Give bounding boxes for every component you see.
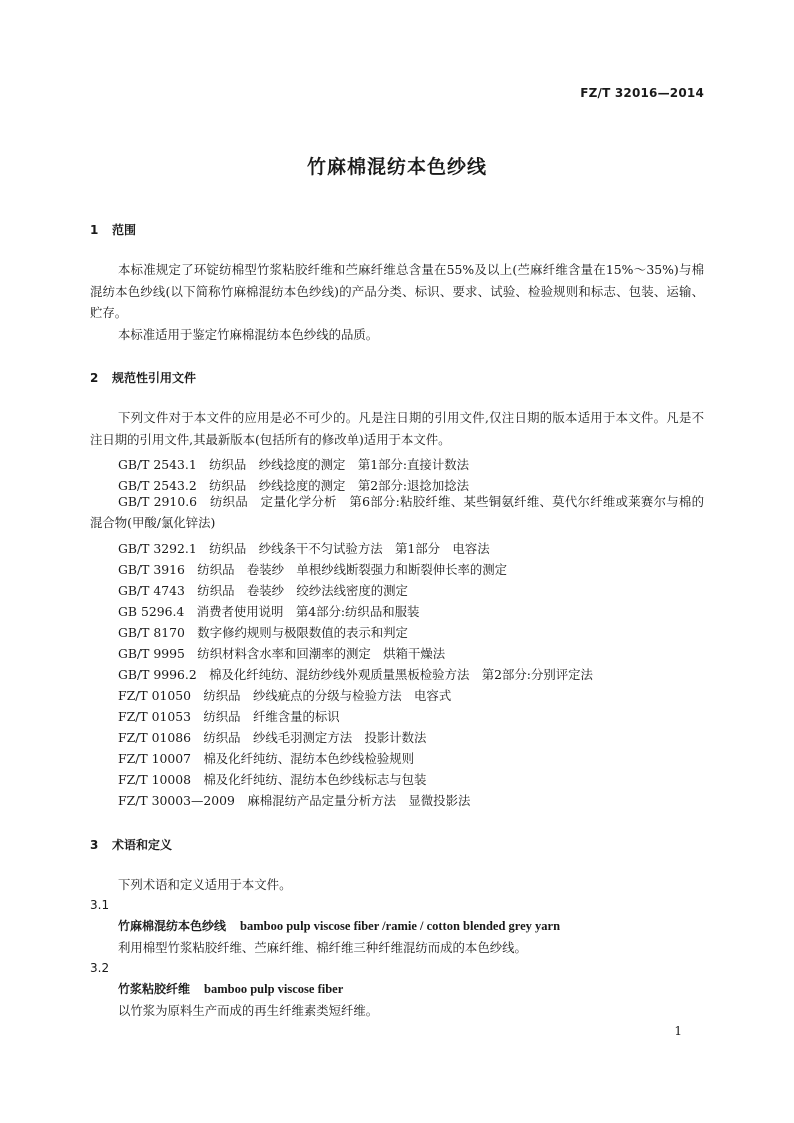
section-3-heading xyxy=(90,836,172,853)
term-number: 3.2 xyxy=(90,961,110,975)
reference-item: GB/T 9996.2 棉及化纤纯纺、混纺纱线外观质量黑板检验方法 第2部分:分别评定法 xyxy=(118,667,593,682)
reference-item: GB 5296.4 消费者使用说明 第4部分:纺织品和服装 xyxy=(118,604,420,619)
section-1-heading xyxy=(90,221,136,238)
section-title: 范围 xyxy=(112,223,137,237)
reference-item: GB/T 2910.6 纺织品 定量化学分析 第6部分:粘胶纤维、某些铜氨纤维、莫代尔纤维或莱赛尔与棉的混合物(甲酸/氯化锌法) xyxy=(90,494,704,530)
term-chinese: 竹麻棉混纺本色纱线 xyxy=(118,919,227,933)
term-heading xyxy=(118,980,343,997)
section-2-heading xyxy=(90,369,196,386)
reference-item: FZ/T 01086 纺织品 纱线毛羽测定方法 投影计数法 xyxy=(118,730,427,745)
term-english: bamboo pulp viscose fiber /ramie / cotton blended grey yarn xyxy=(240,919,561,933)
term-heading xyxy=(118,917,560,934)
document-code: FZ/T 32016—2014 xyxy=(580,86,704,100)
section-title: 术语和定义 xyxy=(112,838,173,852)
document-title: 竹麻棉混纺本色纱线 xyxy=(306,156,487,178)
term-definition: 以竹浆为原料生产而成的再生纤维素类短纤维。 xyxy=(118,1003,379,1018)
scope-applicability: 本标准适用于鉴定竹麻棉混纺本色纱线的品质。 xyxy=(118,327,379,342)
section-number: 3 xyxy=(90,838,99,852)
reference-item: FZ/T 10008 棉及化纤纯纺、混纺本色纱线标志与包装 xyxy=(118,772,427,787)
reference-item: GB/T 4743 纺织品 卷装纱 绞纱法线密度的测定 xyxy=(118,583,408,598)
term-chinese: 竹浆粘胶纤维 xyxy=(118,982,191,996)
reference-item: FZ/T 30003—2009 麻棉混纺产品定量分析方法 显微投影法 xyxy=(118,793,471,808)
reference-item: GB/T 8170 数字修约规则与极限数值的表示和判定 xyxy=(118,625,408,640)
reference-item: GB/T 9995 纺织材料含水率和回潮率的测定 烘箱干燥法 xyxy=(118,646,446,661)
reference-item: FZ/T 01050 纺织品 纱线疵点的分级与检验方法 电容式 xyxy=(118,688,452,703)
term-english: bamboo pulp viscose fiber xyxy=(204,982,344,996)
terms-intro: 下列术语和定义适用于本文件。 xyxy=(118,877,292,892)
references-intro: 下列文件对于本文件的应用是必不可少的。凡是注日期的引用文件,仅注日期的版本适用于本文件。凡是不注日期的引用文件,其最新版本(包括所有的修改单)适用于本文件。 xyxy=(90,410,704,447)
page-number: 1 xyxy=(674,1024,682,1038)
reference-item: GB/T 3292.1 纺织品 纱线条干不匀试验方法 第1部分 电容法 xyxy=(118,541,490,556)
term-number: 3.1 xyxy=(90,898,110,912)
section-number: 1 xyxy=(90,223,99,237)
reference-item: GB/T 2543.1 纺织品 纱线捻度的测定 第1部分:直接计数法 xyxy=(118,457,469,472)
section-title: 规范性引用文件 xyxy=(112,371,197,385)
scope-paragraph: 本标准规定了环锭纺棉型竹浆粘胶纤维和苎麻纤维总含量在55%及以上(苎麻纤维含量在15%～35%)与棉混纺本色纱线(以下简称竹麻棉混纺本色纱线)的产品分类、标识、要求、试验、检验规则和标志、包装、运输、贮存。 xyxy=(90,262,704,320)
reference-item: GB/T 3916 纺织品 卷装纱 单根纱线断裂强力和断裂伸长率的测定 xyxy=(118,562,508,577)
term-definition: 利用棉型竹浆粘胶纤维、苎麻纤维、棉纤维三种纤维混纺而成的本色纱线。 xyxy=(118,940,527,955)
reference-item: GB/T 2543.2 纺织品 纱线捻度的测定 第2部分:退捻加捻法 xyxy=(118,478,469,493)
section-number: 2 xyxy=(90,371,99,385)
reference-item: FZ/T 10007 棉及化纤纯纺、混纺本色纱线检验规则 xyxy=(118,751,415,766)
reference-item: FZ/T 01053 纺织品 纤维含量的标识 xyxy=(118,709,340,724)
